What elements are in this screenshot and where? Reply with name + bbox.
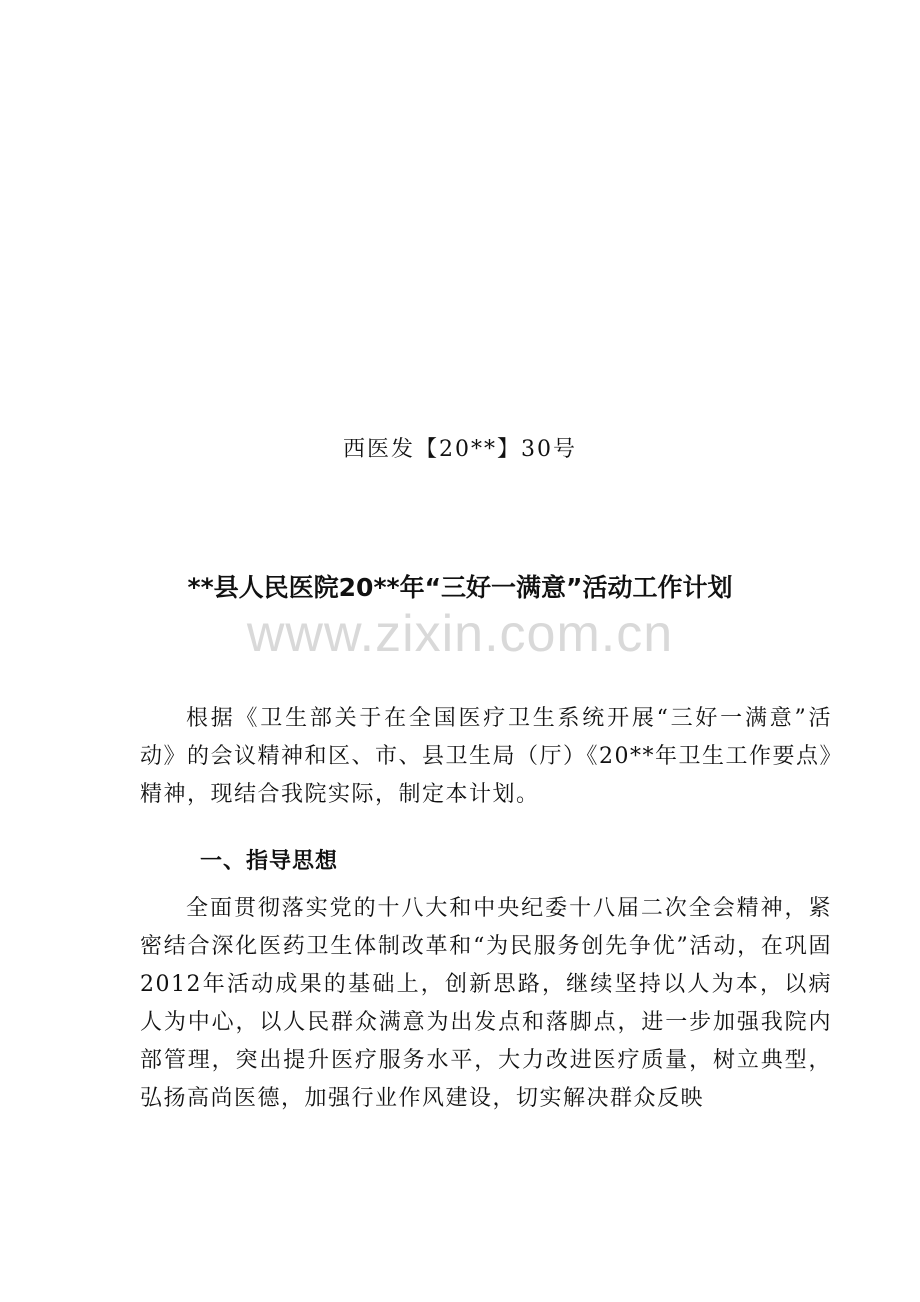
document-number: 西医发【20**】30号 bbox=[343, 437, 577, 462]
watermark: www.zixin.com.cn bbox=[246, 605, 674, 663]
intro-paragraph: 根据《卫生部关于在全国医疗卫生系统开展“三好一满意”活动》的会议精神和区、市、县卫生局（厅）《20**年卫生工作要点》精神，现结合我院实际，制定本计划。 bbox=[140, 706, 832, 807]
section-body-guiding-ideology: 全面贯彻落实党的十八大和中央纪委十八届二次全会精神，紧密结合深化医药卫生体制改革和“为民服务创先争优”活动，在巩固2012年活动成果的基础上，创新思路，继续坚持以人为本，以病人为中心，以人民群众满意为出发点和落脚点，进一步加强我院内部管理，突出提升医疗服务水平，大力改进医疗质量，树立典型，弘扬高尚医德，加强行业作风建设，切实解决群众反映 bbox=[140, 896, 832, 1111]
section-heading-guiding-ideology: 一、指导思想 bbox=[200, 849, 339, 874]
document-title: **县人民医院20**年“三好一满意”活动工作计划 bbox=[187, 573, 733, 602]
